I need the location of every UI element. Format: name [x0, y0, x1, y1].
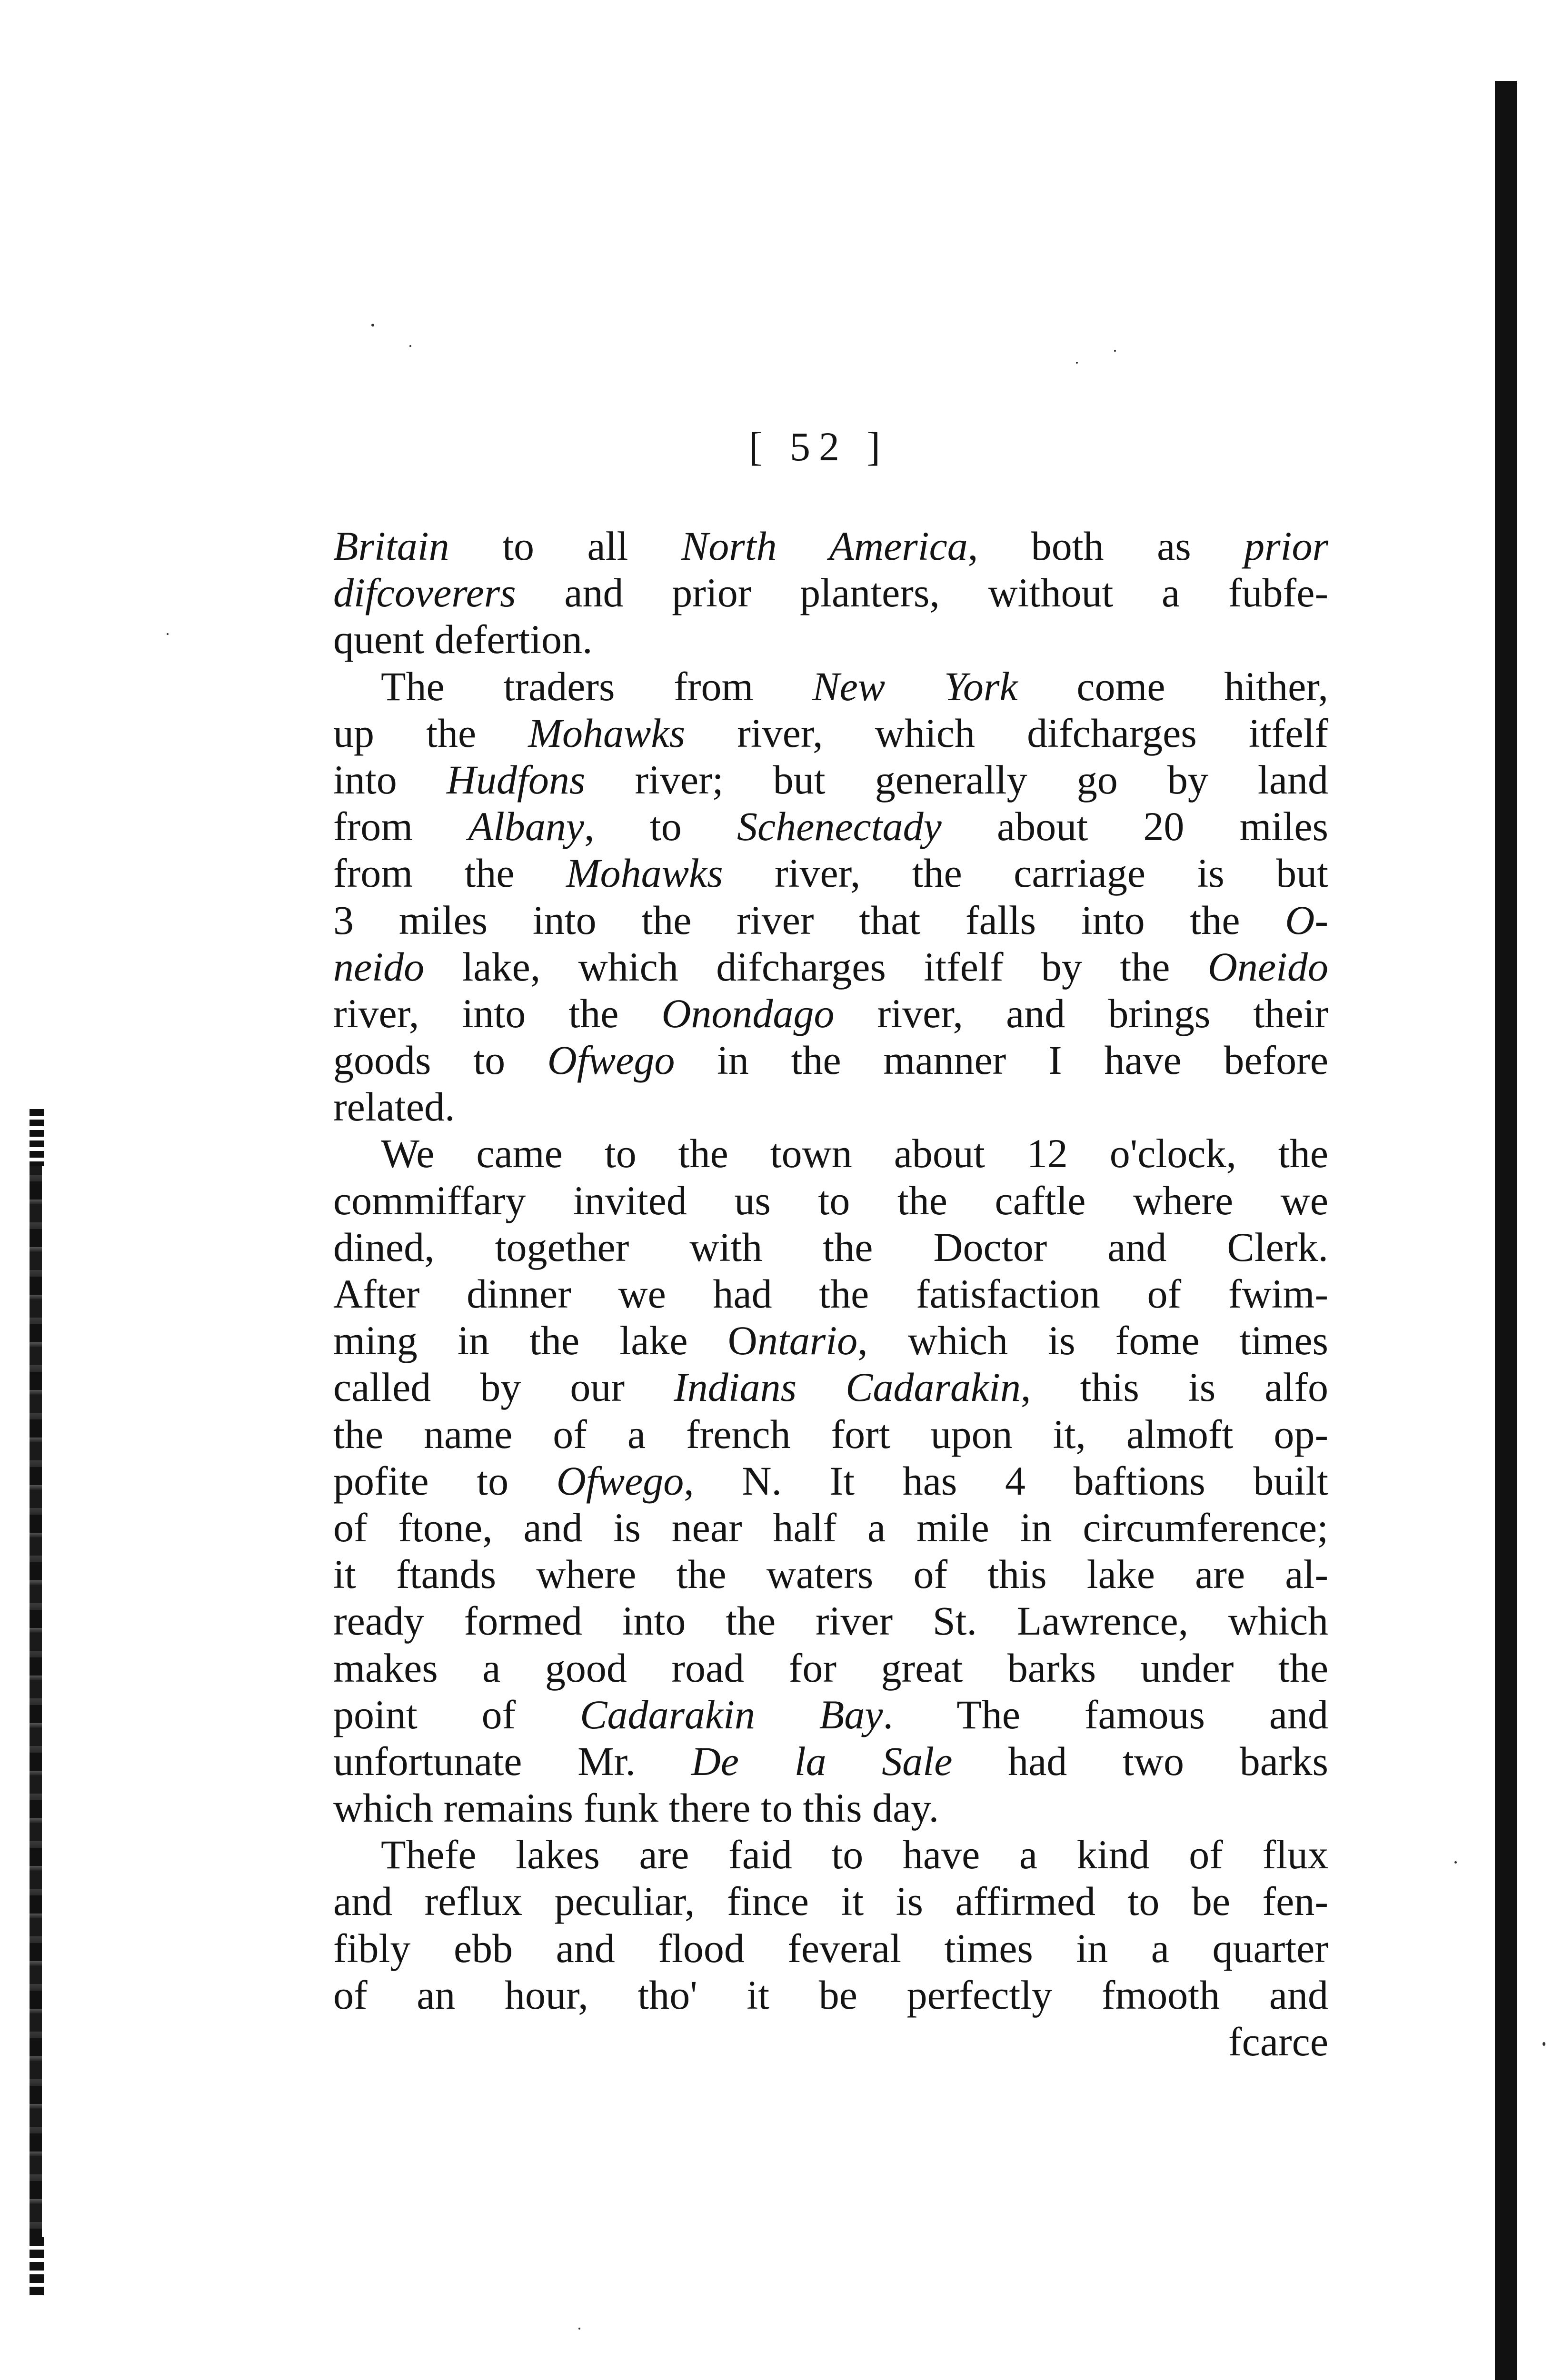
body-text	[333, 523, 1328, 2065]
text-line: difcoverers and prior planters, without a fubfe-	[333, 570, 1328, 616]
binding-edge-shadow	[1495, 81, 1517, 2380]
text-line: point of Cadarakin Bay. The famous and	[333, 1691, 1328, 1737]
text-line: 3 miles into the river that falls into the O-	[333, 897, 1328, 943]
ink-speck	[167, 633, 169, 635]
ink-speck	[409, 345, 411, 347]
text-line: goods to Ofwego in the manner I have before	[333, 1037, 1328, 1083]
text-line: it ftands where the waters of this lake are al-	[333, 1551, 1328, 1597]
text-line: neido lake, which difcharges itfelf by the Oneido	[333, 943, 1328, 990]
gutter-edge-marks-top	[30, 1109, 44, 1166]
text-line: ming in the lake Ontario, which is fome times	[333, 1318, 1328, 1364]
text-line: ready formed into the river St. Lawrence, which	[333, 1598, 1328, 1644]
text-line: into Hudfons river; but generally go by land	[333, 756, 1328, 803]
text-line: After dinner we had the fatisfaction of fwim-	[333, 1271, 1328, 1317]
text-line: from Albany, to Schenectady about 20 miles	[333, 803, 1328, 850]
text-line: up the Mohawks river, which difcharges itfelf	[333, 710, 1328, 756]
text-line: called by our Indians Cadarakin, this is alfo	[333, 1364, 1328, 1410]
text-line: and reflux peculiar, fince it is affirmed to be fen-	[333, 1878, 1328, 1924]
ink-speck	[1454, 1861, 1457, 1864]
ink-speck	[1543, 2042, 1545, 2046]
gutter-edge-marks-bottom	[30, 2237, 44, 2299]
ink-speck	[578, 2328, 580, 2330]
text-line: from the Mohawks river, the carriage is but	[333, 850, 1328, 896]
text-line: of an hour, tho' it be perfectly fmooth and	[333, 1972, 1328, 2018]
text-line: pofite to Ofwego, N. It has 4 baftions built	[333, 1458, 1328, 1504]
text-line: makes a good road for great barks under the	[333, 1645, 1328, 1691]
text-line: fibly ebb and flood feveral times in a quarter	[333, 1925, 1328, 1971]
text-line: which remains funk there to this day.	[333, 1785, 939, 1831]
text-line: Thefe lakes are faid to have a kind of flux	[381, 1832, 1328, 1878]
text-line: Britain to all North America, both as prior	[333, 523, 1328, 569]
ink-speck	[1076, 362, 1078, 364]
ink-speck	[1114, 350, 1116, 352]
text-line: commiffary invited us to the caftle where we	[333, 1177, 1328, 1223]
text-line: of ftone, and is near half a mile in circumference;	[333, 1504, 1328, 1550]
text-line: related.	[333, 1084, 455, 1130]
text-line: dined, together with the Doctor and Clerk.	[333, 1224, 1328, 1270]
text-line: river, into the Onondago river, and brings their	[333, 990, 1328, 1036]
ink-speck	[371, 324, 374, 327]
text-line: the name of a french fort upon it, almoft op-	[333, 1411, 1328, 1457]
text-line: The traders from New York come hither,	[381, 663, 1328, 709]
text-line: unfortunate Mr. De la Sale had two barks	[333, 1738, 1328, 1784]
text-line: quent defertion.	[333, 616, 593, 663]
gutter-edge-marks	[30, 1109, 42, 2299]
catchword: fcarce	[1228, 2019, 1328, 2064]
text-line: We came to the town about 12 o'clock, the	[381, 1130, 1328, 1177]
page-number: [ 52 ]	[748, 424, 889, 469]
